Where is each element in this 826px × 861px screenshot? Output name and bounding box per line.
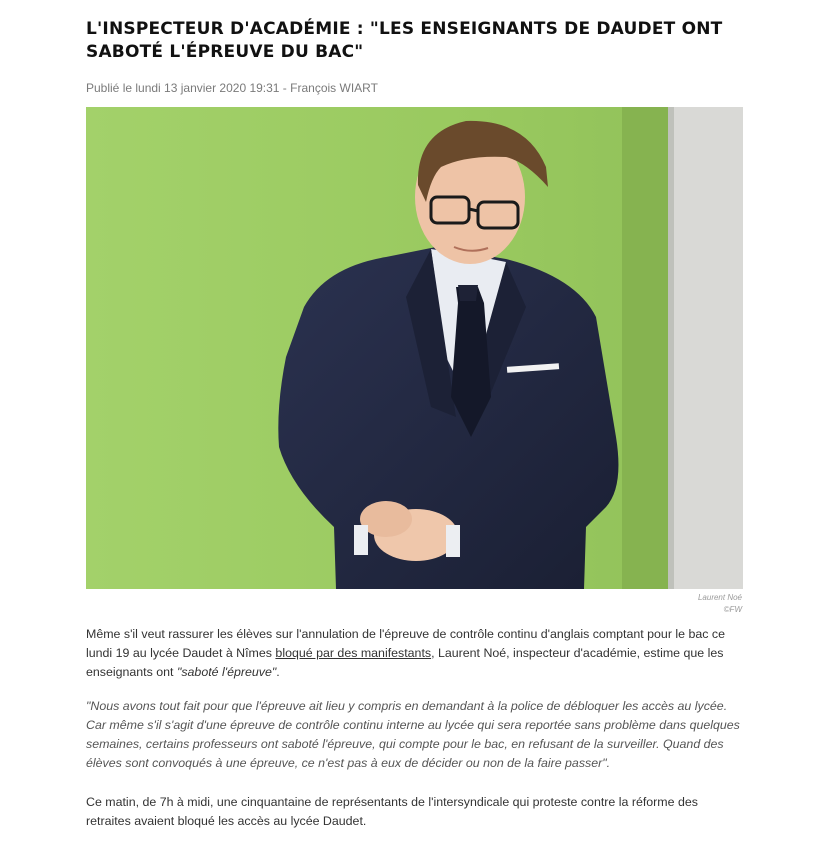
wall-edge bbox=[622, 107, 668, 589]
white-wall bbox=[668, 107, 743, 589]
paragraph-intro-quote: "saboté l'épreuve" bbox=[176, 665, 277, 679]
paragraph-intro bbox=[86, 625, 746, 682]
paragraph-context: Ce matin, de 7h à midi, une cinquantaine de représentants de l'intersyndicale qui proteste contre la réforme des retraites avaient bloqué les accès au lycée Daudet. bbox=[86, 795, 698, 828]
photo-credit bbox=[698, 592, 742, 616]
article-title: L'INSPECTEUR D'ACADÉMIE : "LES ENSEIGNANTS DE DAUDET ONT SABOTÉ L'ÉPREUVE DU BAC" bbox=[86, 19, 723, 62]
paragraph-intro-text-start: Même s'il veut rassurer les élèves sur l'annulation de l'épreuve de contrôle continu d'anglais comptant pour le bac ce lundi 19 au lycée Daudet à Nîmes bbox=[86, 627, 725, 660]
photo-credit-name: Laurent Noé bbox=[697, 593, 742, 602]
paragraph-intro-text-middle: , Laurent Noé, inspecteur d'académie, estime que les enseignants ont bbox=[86, 646, 724, 679]
photo-illustration bbox=[86, 107, 743, 589]
blocked-by-protesters-link[interactable]: bloqué par des manifestants bbox=[275, 646, 432, 660]
photo-credit-source: ©FW bbox=[723, 605, 742, 614]
article-photo[interactable] bbox=[86, 107, 743, 589]
article-byline: Publié le lundi 13 janvier 2020 19:31 - François WIART bbox=[86, 81, 378, 95]
paragraph-quote: "Nous avons tout fait pour que l'épreuve ait lieu y compris en demandant à la police de débloquer les accès au lycée. Car même s'il s'agit d'une épreuve de contrôle continu interne au lycée qui sera reportée sans problème dans quelques semaines, certains professeurs ont saboté l'épreuve, qui compte pour le bac, en refusant de la surveiller. Quand des élèves sont convoqués à une épreuve, ce n'est pas à eux de décider ou non de la faire passer". bbox=[86, 699, 740, 770]
paragraph-intro-text-end: . bbox=[276, 665, 280, 679]
